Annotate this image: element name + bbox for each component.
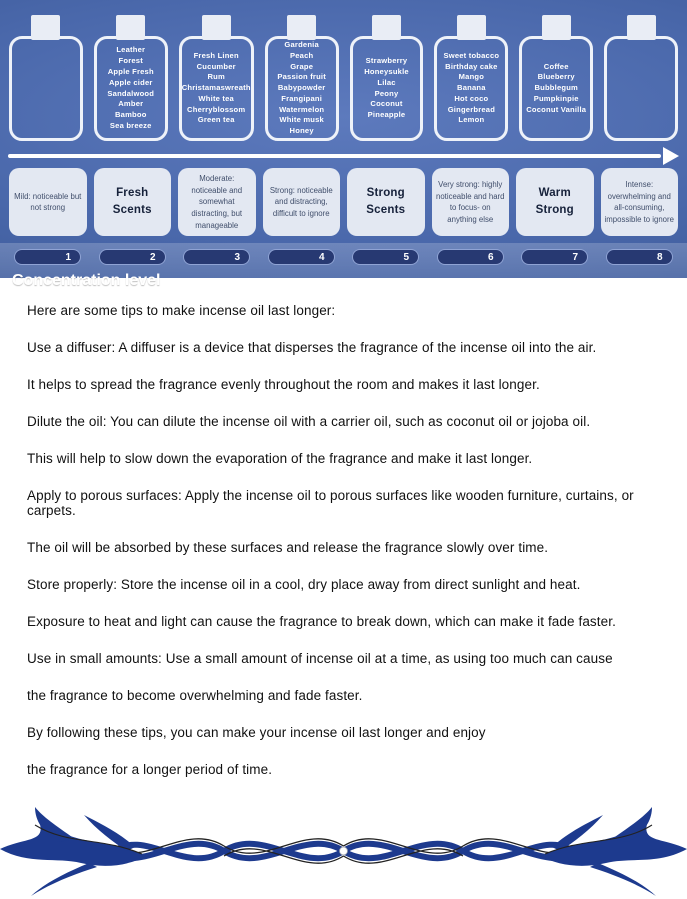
tip-line: The oil will be absorbed by these surfaces and release the fragrance slowly over time. <box>27 540 549 555</box>
level-description-3: Moderate: noticeable and somewhat distracting, but manageable <box>178 168 256 236</box>
level-description-2: Fresh Scents <box>94 168 172 236</box>
scent-bottle-7 <box>519 15 593 145</box>
scent-name: Sea breeze <box>109 120 152 130</box>
scent-name: Rum <box>207 72 225 82</box>
level-number: 6 <box>488 251 494 263</box>
level-number-pill-4 <box>268 249 335 265</box>
scent-name: Blueberry <box>537 72 575 82</box>
scent-bottle-1 <box>9 15 83 145</box>
scent-bottle-3 <box>179 15 254 145</box>
scent-name: Bamboo <box>114 110 147 120</box>
tip-line: It helps to spread the fragrance evenly throughout the room and makes it last longer. <box>27 377 540 392</box>
scent-name: Green tea <box>197 115 235 125</box>
tip-line: Use in small amounts: Use a small amount of incense oil at a time, as using too much can cause <box>27 651 613 666</box>
scent-bottle-6 <box>434 15 508 145</box>
scent-concentration-infographic <box>0 0 687 290</box>
bottle-scent-list <box>265 36 339 141</box>
level-description-7: Warm Strong <box>516 168 594 236</box>
scent-name: Coconut Vanilla <box>526 104 587 114</box>
tip-line: the fragrance for a longer period of time. <box>27 762 273 777</box>
scent-name: Peony <box>374 88 399 98</box>
bottle-scent-list <box>94 36 168 141</box>
scent-bottle-5 <box>350 15 424 145</box>
scent-name: Forest <box>118 56 143 66</box>
scent-name: Coffee <box>543 61 569 71</box>
scent-name: Fresh Linen <box>193 50 239 60</box>
tip-line: Store properly: Store the incense oil in a cool, dry place away from direct sunlight and heat. <box>27 577 581 592</box>
tip-line: Exposure to heat and light can cause the fragrance to break down, which can make it fade faster. <box>27 614 616 629</box>
level-number-pill-6 <box>437 249 504 265</box>
scent-name: Leather <box>116 45 146 55</box>
scent-bottles-row <box>0 0 687 145</box>
scent-name: Babypowder <box>277 83 326 93</box>
tips-text-section <box>0 278 687 777</box>
level-description-4: Strong: noticeable and distracting, difficult to ignore <box>263 168 341 236</box>
bottle-cap-icon <box>31 15 60 40</box>
level-description-5: Strong Scents <box>347 168 425 236</box>
scent-name: Banana <box>457 83 486 93</box>
scent-name: Gingerbread Lemon <box>447 104 496 125</box>
scent-name: Grape <box>290 61 314 71</box>
arrow-right-icon <box>663 147 679 165</box>
bottle-cap-icon <box>457 15 486 40</box>
level-number-pill-3 <box>183 249 250 265</box>
level-number: 4 <box>319 251 325 263</box>
scent-name: Birthday cake <box>445 61 498 71</box>
scent-name: Amber <box>118 99 144 109</box>
scent-name: Apple cider <box>108 77 153 87</box>
bottle-scent-list <box>519 36 593 141</box>
scent-bottle-4 <box>265 15 339 145</box>
bottle-scent-list <box>179 36 254 141</box>
scent-name: Gardenia <box>284 39 319 49</box>
tip-line: This will help to slow down the evaporation of the fragrance and make it last longer. <box>27 451 533 466</box>
tip-line: Here are some tips to make incense oil last longer: <box>27 303 336 318</box>
tip-line: the fragrance to become overwhelming and fade faster. <box>27 688 363 703</box>
level-number: 3 <box>234 251 241 263</box>
scent-name: Cherryblossom <box>187 104 246 114</box>
level-description-8: Intense: overwhelming and all-consuming, impossible to ignore <box>601 168 679 236</box>
tribal-flourish-decoration <box>0 799 687 899</box>
level-number: 2 <box>150 251 156 263</box>
bottle-cap-icon <box>287 15 316 40</box>
scent-name: Hot coco <box>454 93 489 103</box>
level-description-6: Very strong: highly noticeable and hard to focus- on anything else <box>432 168 510 236</box>
tip-line: Dilute the oil: You can dilute the incense oil with a carrier oil, such as coconut oil or jojoba oil. <box>27 414 591 429</box>
scent-name: Sandalwood <box>107 88 155 98</box>
scent-name: Honey <box>289 126 314 136</box>
scent-name: Pumpkinpie <box>533 93 579 103</box>
level-number: 7 <box>572 251 579 263</box>
axis-label: Concentration level <box>12 272 161 290</box>
scent-name: Pineapple <box>367 110 406 120</box>
scent-name: Bubblegum <box>534 83 578 93</box>
bottle-cap-icon <box>627 15 656 40</box>
intensity-arrow-row <box>0 145 687 166</box>
arrow-line <box>8 154 661 158</box>
scent-name: Cucumber <box>196 61 236 71</box>
bottle-cap-icon <box>202 15 231 40</box>
bottle-cap-icon <box>116 15 145 40</box>
level-description-1: Mild: noticeable but not strong <box>9 168 87 236</box>
tip-line: By following these tips, you can make your incense oil last longer and enjoy <box>27 725 486 740</box>
bottle-scent-list <box>350 36 424 141</box>
tip-line: Use a diffuser: A diffuser is a device that disperses the fragrance of the incense oil into the air. <box>27 340 597 355</box>
scent-name: Mango <box>458 72 485 82</box>
scent-name: Lilac <box>377 77 396 87</box>
level-number-row <box>9 249 678 265</box>
scent-name: Christamaswreath <box>181 83 251 93</box>
scent-name: Watermelon <box>279 104 325 114</box>
scent-name: Apple Fresh <box>107 66 154 76</box>
bottle-cap-icon <box>372 15 401 40</box>
scent-name: Passion fruit <box>277 72 326 82</box>
scent-bottle-2 <box>94 15 168 145</box>
scent-name: Strawberry <box>365 56 408 66</box>
scent-name: Coconut <box>370 99 403 109</box>
level-number-pill-8 <box>606 249 673 265</box>
scent-name: White tea <box>198 93 234 103</box>
level-number: 1 <box>65 251 72 263</box>
scent-name: Peach <box>289 50 314 60</box>
tip-line: Apply to porous surfaces: Apply the incense oil to porous surfaces like wooden furniture, curtains, or carpets. <box>27 488 634 518</box>
level-number-pill-7 <box>521 249 588 265</box>
intensity-description-row <box>0 166 687 236</box>
scent-name: Frangipani <box>281 93 323 103</box>
bottle-scent-list <box>604 36 678 141</box>
level-number: 8 <box>657 251 663 263</box>
scent-name: Honeysukle <box>364 66 409 76</box>
flourish-center-dot <box>340 847 348 855</box>
scent-name: White musk <box>279 115 324 125</box>
level-number-pill-2 <box>99 249 166 265</box>
bottle-cap-icon <box>542 15 571 40</box>
scent-bottle-8 <box>604 15 678 145</box>
level-number: 5 <box>403 251 410 263</box>
bottle-scent-list <box>434 36 508 141</box>
scent-name: Sweet tobacco <box>443 50 500 60</box>
bottle-scent-list <box>9 36 83 141</box>
level-number-pill-1 <box>14 249 81 265</box>
level-number-pill-5 <box>352 249 419 265</box>
